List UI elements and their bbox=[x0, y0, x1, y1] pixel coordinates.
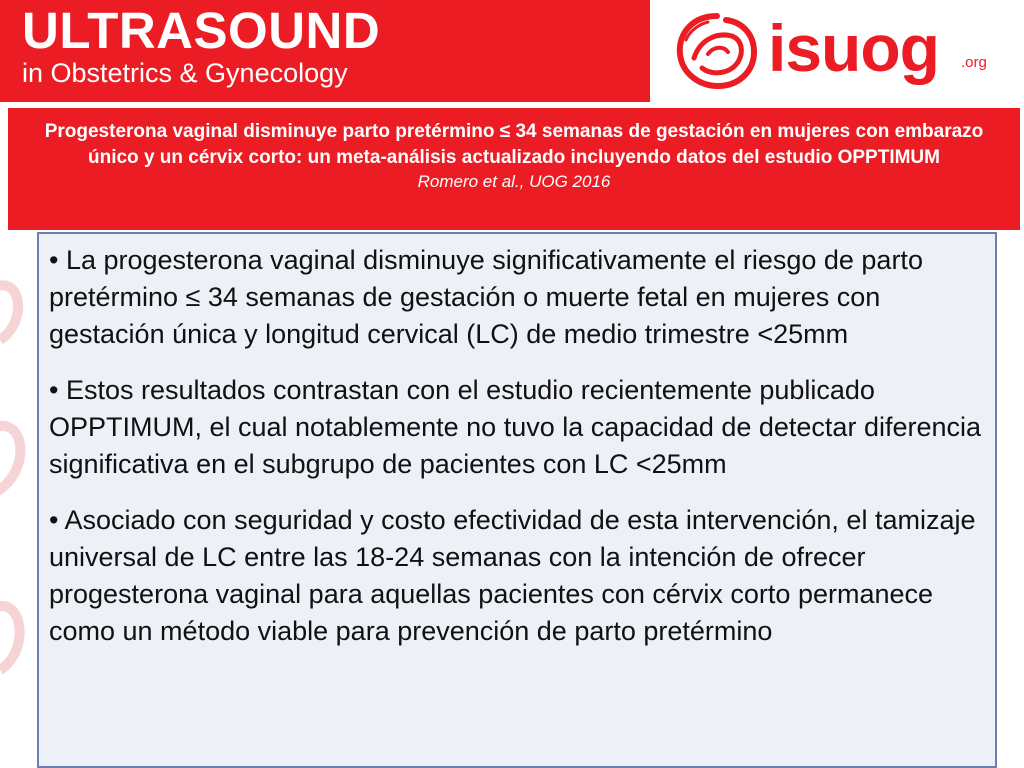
background-decoration bbox=[0, 230, 36, 768]
slide-title: Progesterona vaginal disminuye parto pretérmino ≤ 34 semanas de gestación en mujeres con embarazo único y un cérvix corto: un meta-análisis actualizado incluyendo datos del estudio OPPTIMUM bbox=[44, 121, 984, 168]
journal-subtitle: in Obstetrics & Gynecology bbox=[22, 58, 348, 88]
isuog-logo bbox=[650, 0, 1024, 102]
logo-wordmark: isuog bbox=[768, 11, 939, 85]
isuog-logo-icon bbox=[672, 10, 762, 92]
bullet-item: • Asociado con seguridad y costo efectividad de esta intervención, el tamizaje universal de LC entre las 18-24 semanas con la intención de ofrecer progesterona vaginal para aquellas pacientes con cérvix corto permanece como un método viable para prevención de parto pretérmino bbox=[49, 505, 976, 646]
slide-header bbox=[0, 0, 1024, 102]
slide-citation: Romero et al., UOG 2016 bbox=[417, 172, 611, 191]
logo-org-suffix: .org bbox=[961, 54, 987, 71]
content-box bbox=[37, 232, 997, 768]
bullet-list bbox=[39, 234, 995, 650]
bullet-item: • Estos resultados contrastan con el estudio recientemente publicado OPPTIMUM, el cual notablemente no tuvo la capacidad de detectar diferencia significativa en el subgrupo de pacientes con LC <25mm bbox=[49, 375, 982, 479]
bullet-item: • La progesterona vaginal disminuye significativamente el riesgo de parto pretérmino ≤ 34 semanas de gestación o muerte fetal en mujeres con gestación única y longitud cervical (LC) de medio trimestre <25mm bbox=[49, 245, 923, 349]
slide-title-band bbox=[8, 108, 1020, 230]
journal-title: ULTRASOUND bbox=[22, 2, 381, 59]
